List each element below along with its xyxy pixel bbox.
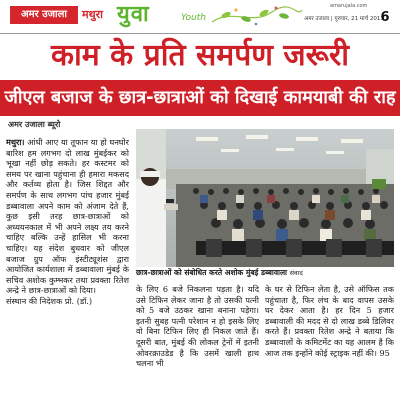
column-3-text: के घर से टिफिन लेता है, उसे ऑफिस तक पहुंचाता है, फिर लंच के बाद वापस उसके घर देकर आता है। हर दिन 5 हजार डब्बावाली की मदद से दो लाख डब्बे डिलिवर करते हैं। प्रवक्ता रितेश अन्द्रे ने बताया कि डब्बावालों के कमिटमेंट का यह आलम है कि आज तक इन्होंने कोई स्ट्राइक नहीं की। 95 — [265, 284, 394, 358]
article-column-2 — [136, 284, 259, 400]
section-title: युवा — [117, 2, 150, 27]
column-2-text: के लिए 6 बजे निकलना पड़ता है। यदि उसे टिफिन लेकर जाना है तो उसकी पत्नी को 5 बजे उठकर खाना बनाना पड़ेगा। इतनी सुबह पत्नी परेशान न हो इसके लिए वो बिना टिफिन लिए ही निकल जाते हैं। दूसरी बात, मुंबई की लोकल ट्रेनों में इतनी ओवरक्राउडेड है कि उसमें खाली हाथ चलना भी — [136, 284, 259, 369]
website-url: amarujala.com — [330, 3, 368, 9]
newspaper-logo: अमर उजाला — [10, 6, 78, 24]
section-subtitle: Youth — [181, 13, 206, 23]
article-column-1 — [6, 137, 129, 400]
photo-caption — [136, 268, 394, 278]
masthead-divider — [0, 33, 400, 34]
seminar-hall-photo — [136, 129, 394, 267]
byline: अमर उजाला ब्यूरो — [8, 120, 61, 129]
article-column-3 — [265, 284, 394, 400]
article-dateline: मथुरा। — [6, 137, 25, 147]
column-1-text: आंधी आए या तूफान या हो घनघोर बारिश हम लगभग दो लाख मुंबईकर को भूखा नहीं छोड़ सकते। हर कस्टमर को समय पर खाना पहुंचाना ही हमारा मकसद और कर्तव्य होता है। जिस शिद्दत और समर्पण के साथ लगभग पांच हजार मुंबई डब्बावाला अपने काम को अंजाम देते हैं, कुछ इसी तरह छात्र-छात्राओं को अध्ययनकाल में भी अपने लक्ष्य तय करने चाहिए बल्कि उन्हें हासिल भी करना चाहिए। यह संदेश बुधवार को जीएल बजाज ग्रुप ऑफ इंस्टीट्यूशंस द्वारा आयोजित कार्यशाला में डब्बावाला मुंबई के सचिव अशोक कुम्भकर तथा प्रवक्ता रितेश अन्द्रे ने छात्र-छात्राओं को दिया। संस्थान की निदेशक प्रो. (डॉ.) — [6, 137, 129, 306]
edition-city: मथुरा — [82, 8, 103, 21]
photo-credit: संवाद — [289, 269, 303, 277]
page-number: 6 — [380, 10, 390, 25]
photo-caption-text: छात्र-छात्राओं को संबोधित करते अशोक मुंबई डब्बावाला — [136, 268, 287, 277]
subheadline: जीएल बजाज के छात्र-छात्राओं को दिखाई कामयाबी की राह — [0, 80, 400, 116]
headline: काम के प्रति समर्पण जरूरी — [50, 38, 350, 73]
leaf-decoration-icon — [212, 4, 302, 28]
issue-dateline: अमर उजाला | गुरुवार, 21 मार्च 2013 — [304, 16, 384, 22]
article-photo — [136, 129, 394, 267]
